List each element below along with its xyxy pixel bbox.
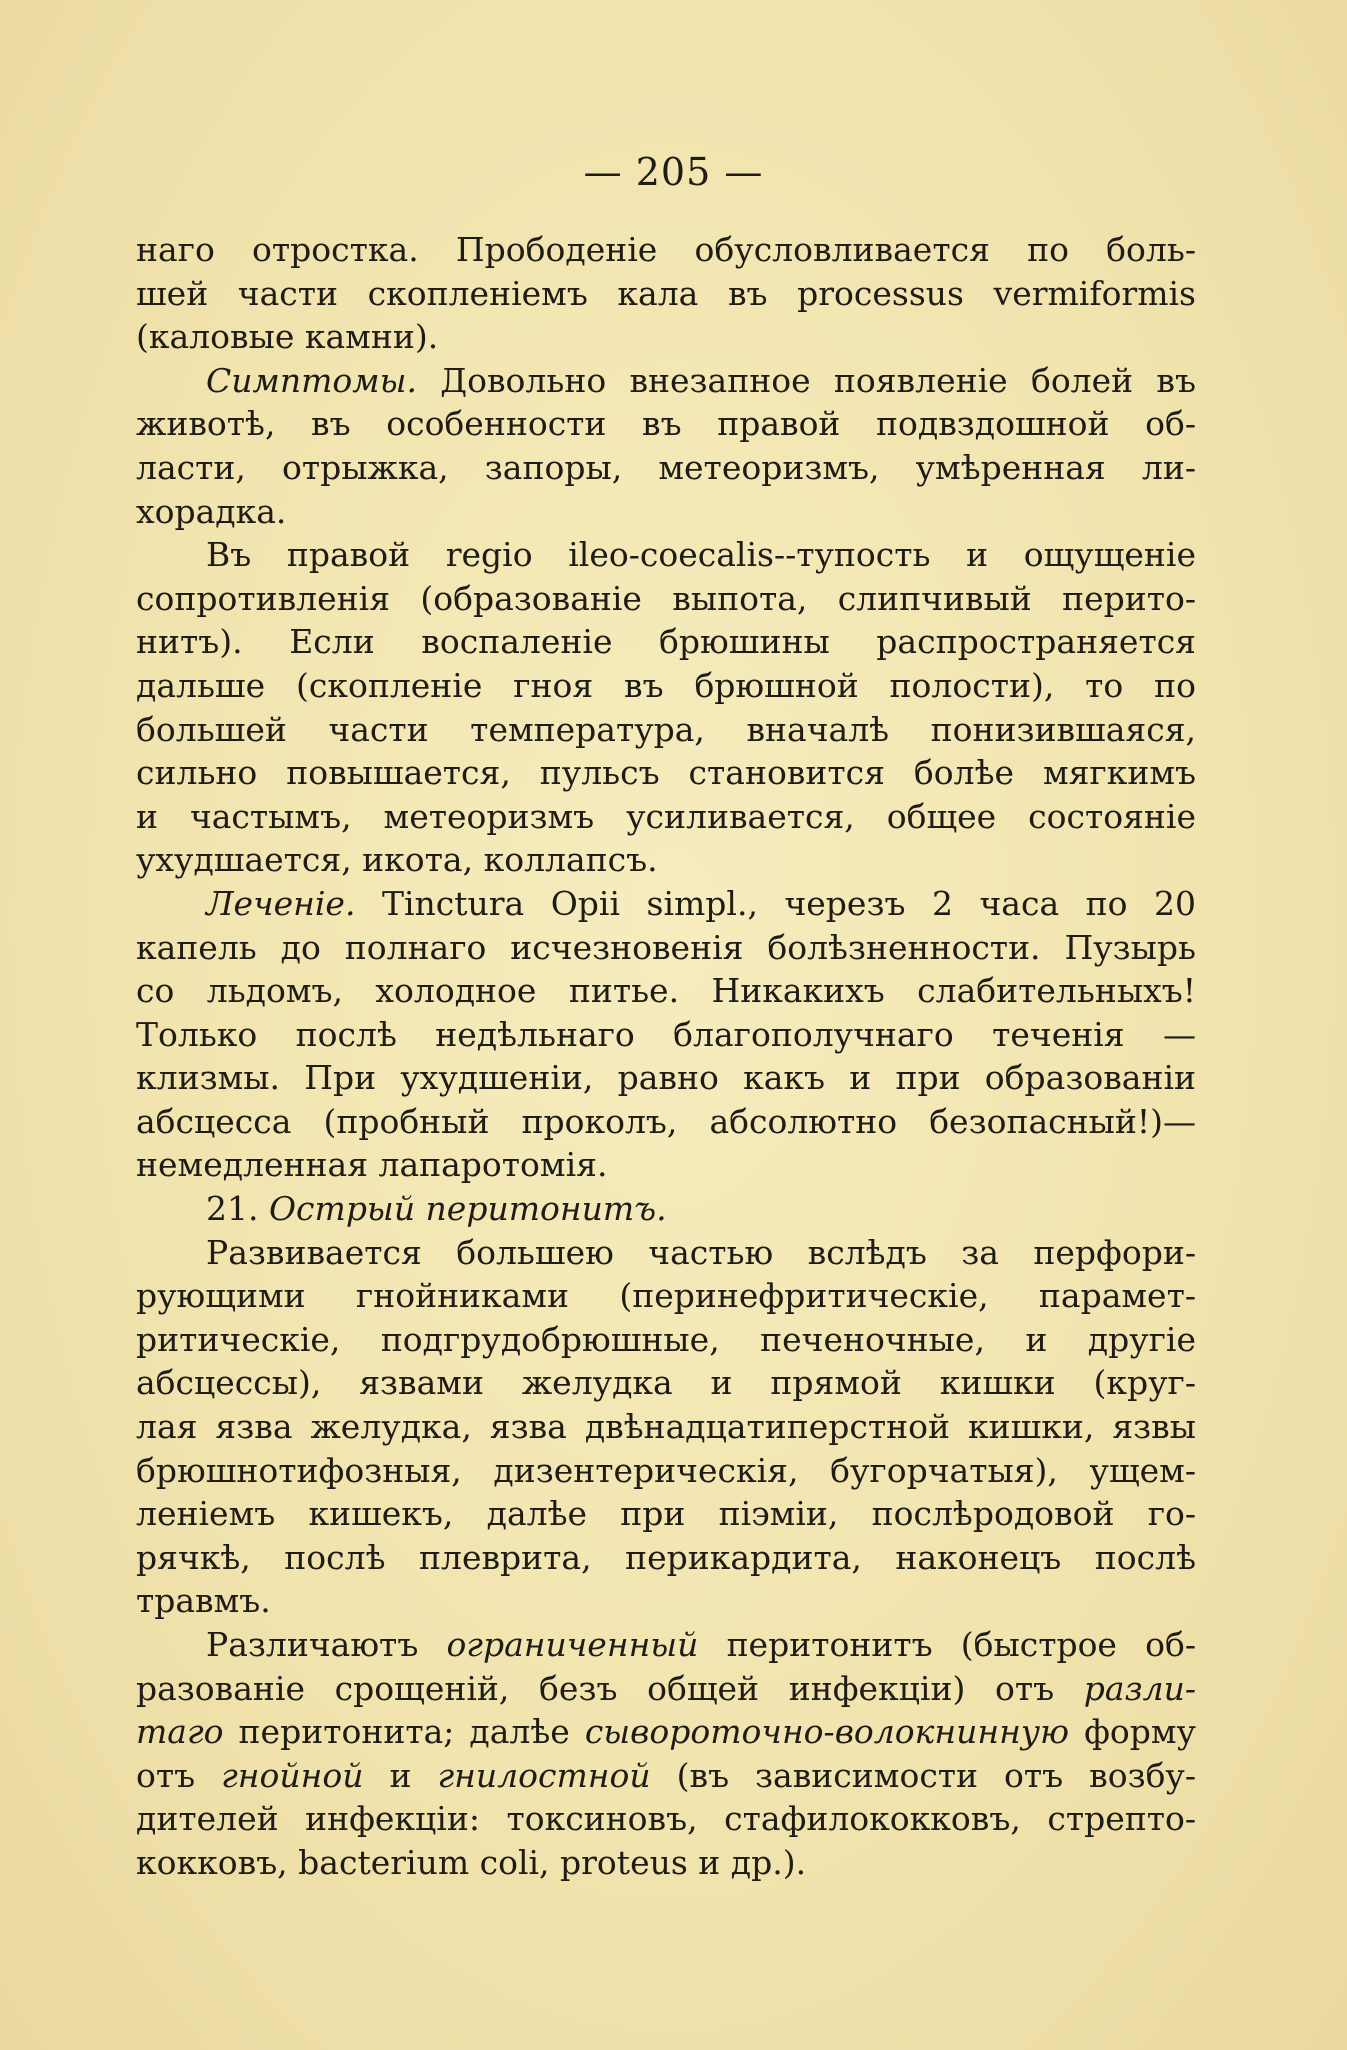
text-line (136, 1536, 1196, 1580)
text-run: шей части скопленіемъ кала въ processus vermiformis (136, 273, 1196, 313)
text-run: леніемъ кишекъ, далѣе при піэміи, послѣродовой го- (136, 1494, 1196, 1534)
text-line (136, 1318, 1196, 1362)
text-run: Довольно внезапное появленіе болей въ (417, 360, 1196, 400)
text-line (136, 490, 1196, 534)
text-run: со льдомъ, холодное питье. Никакихъ слабительныхъ! (136, 971, 1196, 1011)
text-run: ухудшается, икота, коллапсъ. (136, 840, 658, 880)
text-line (136, 926, 1196, 970)
text-line (136, 1797, 1196, 1841)
text-run: Только послѣ недѣльнаго благополучнаго теченія — (136, 1014, 1196, 1054)
text-run: Различаютъ (206, 1625, 447, 1664)
text-run: сильно повышается, пульсъ становится болѣе мягкимъ (136, 753, 1196, 793)
text-line (136, 795, 1196, 839)
text-line (136, 1143, 1196, 1187)
text-run: кокковъ, bacterium coli, proteus и др.). (136, 1842, 807, 1882)
italic-term: сывороточно-волокнинную (584, 1712, 1070, 1752)
text-line (136, 1667, 1196, 1711)
text-run: Въ правой regio ileo-coecalis--тупость и ощущеніе (206, 535, 1196, 575)
italic-term: Леченіе. (206, 883, 356, 923)
italic-term: таго (136, 1712, 224, 1752)
text-line (136, 1231, 1196, 1275)
text-line (136, 882, 1196, 926)
text-line (136, 620, 1196, 664)
text-run: Tinctura Opii simpl., черезъ 2 часа по 20 (355, 883, 1196, 923)
text-line (136, 577, 1196, 621)
italic-term: гнилостной (437, 1755, 651, 1795)
text-run: ритическіе, подгрудобрюшные, печеночные, и другіе (136, 1319, 1196, 1359)
text-run: (каловые камни). (136, 317, 439, 357)
italic-term: ограниченный (446, 1625, 699, 1664)
text-run: дителей инфекціи: токсиновъ, стафилококковъ, стрепто- (136, 1799, 1196, 1839)
text-line (136, 838, 1196, 882)
text-line (136, 1449, 1196, 1493)
text-run: и (363, 1755, 438, 1795)
text-line (136, 315, 1196, 359)
text-run: капель до полнаго исчезновенія болѣзненности. Пузырь (136, 927, 1196, 967)
text-run: Развивается большею частью вслѣдъ за перфори- (206, 1232, 1196, 1272)
italic-term: разли- (1083, 1668, 1196, 1708)
text-run: перитонита; далѣе (223, 1712, 585, 1752)
text-run: нитъ). Если воспаленіе брюшины распространяется (136, 622, 1196, 662)
text-run: клизмы. При ухудшеніи, равно какъ и при образованіи (136, 1058, 1196, 1098)
text-run: хорадка. (136, 491, 287, 531)
text-line (136, 359, 1196, 403)
text-line (136, 751, 1196, 795)
text-line (136, 1013, 1196, 1057)
text-run: форму (1069, 1712, 1196, 1752)
text-run: разованіе срощеній, безъ общей инфекціи) отъ (136, 1668, 1084, 1708)
text-line (136, 1187, 1196, 1231)
italic-term: гнойной (221, 1755, 364, 1795)
text-run: немедленная лапаротомія. (136, 1145, 608, 1185)
text-run: рующими гнойниками (перинефритическіе, парамет- (136, 1276, 1196, 1316)
text-run: (въ зависимости отъ возбу- (650, 1755, 1197, 1795)
page-number: — 205 — (583, 150, 764, 194)
text-line (136, 1056, 1196, 1100)
text-run: ласти, отрыжка, запоры, метеоризмъ, умѣренная ли- (136, 447, 1196, 487)
text-run: животѣ, въ особенности въ правой подвздошной об- (136, 404, 1196, 444)
text-run: лая язва желудка, язва двѣнадцатиперстной кишки, язвы (136, 1407, 1196, 1447)
text-run: наго отростка. Прободеніе обусловливается по боль- (136, 230, 1196, 269)
text-run: и частымъ, метеоризмъ усиливается, общее состояніе (136, 796, 1196, 836)
text-line (136, 1100, 1196, 1144)
text-run: абсцессы), язвами желудка и прямой кишки (круг- (136, 1363, 1196, 1403)
text-line (136, 1405, 1196, 1449)
text-run: 21. (206, 1189, 269, 1229)
text-run: брюшнотифозныя, дизентерическія, бугорчатыя), ущем- (136, 1450, 1196, 1490)
text-line (136, 708, 1196, 752)
text-line (136, 402, 1196, 446)
text-line (136, 1754, 1196, 1798)
text-line (136, 1579, 1196, 1623)
text-line (136, 228, 1196, 272)
text-run: абсцесса (пробный проколъ, абсолютно безопасный!)— (136, 1101, 1196, 1141)
text-line (136, 533, 1196, 577)
text-line (136, 1710, 1196, 1754)
text-run: травмъ. (136, 1581, 271, 1621)
text-line (136, 1492, 1196, 1536)
italic-term: Острый перитонитъ. (268, 1189, 667, 1229)
text-run: перитонитъ (быстрое об- (698, 1625, 1196, 1664)
italic-term: Симптомы. (206, 360, 418, 400)
text-line (136, 1274, 1196, 1318)
text-line (136, 272, 1196, 316)
body-text (136, 228, 1196, 1885)
text-run: отъ (136, 1755, 222, 1795)
text-line (136, 969, 1196, 1013)
text-line (136, 446, 1196, 490)
text-run: рячкѣ, послѣ плеврита, перикардита, наконецъ послѣ (136, 1537, 1196, 1577)
text-line (136, 1841, 1196, 1885)
text-run: сопротивленія (образованіе выпота, слипчивый перито- (136, 578, 1196, 618)
text-run: дальше (скопленіе гноя въ брюшной полости), то по (136, 665, 1196, 705)
text-line (136, 1623, 1196, 1667)
text-line (136, 664, 1196, 708)
text-line (136, 1361, 1196, 1405)
text-run: большей части температура, вначалѣ понизившаяся, (136, 709, 1196, 749)
